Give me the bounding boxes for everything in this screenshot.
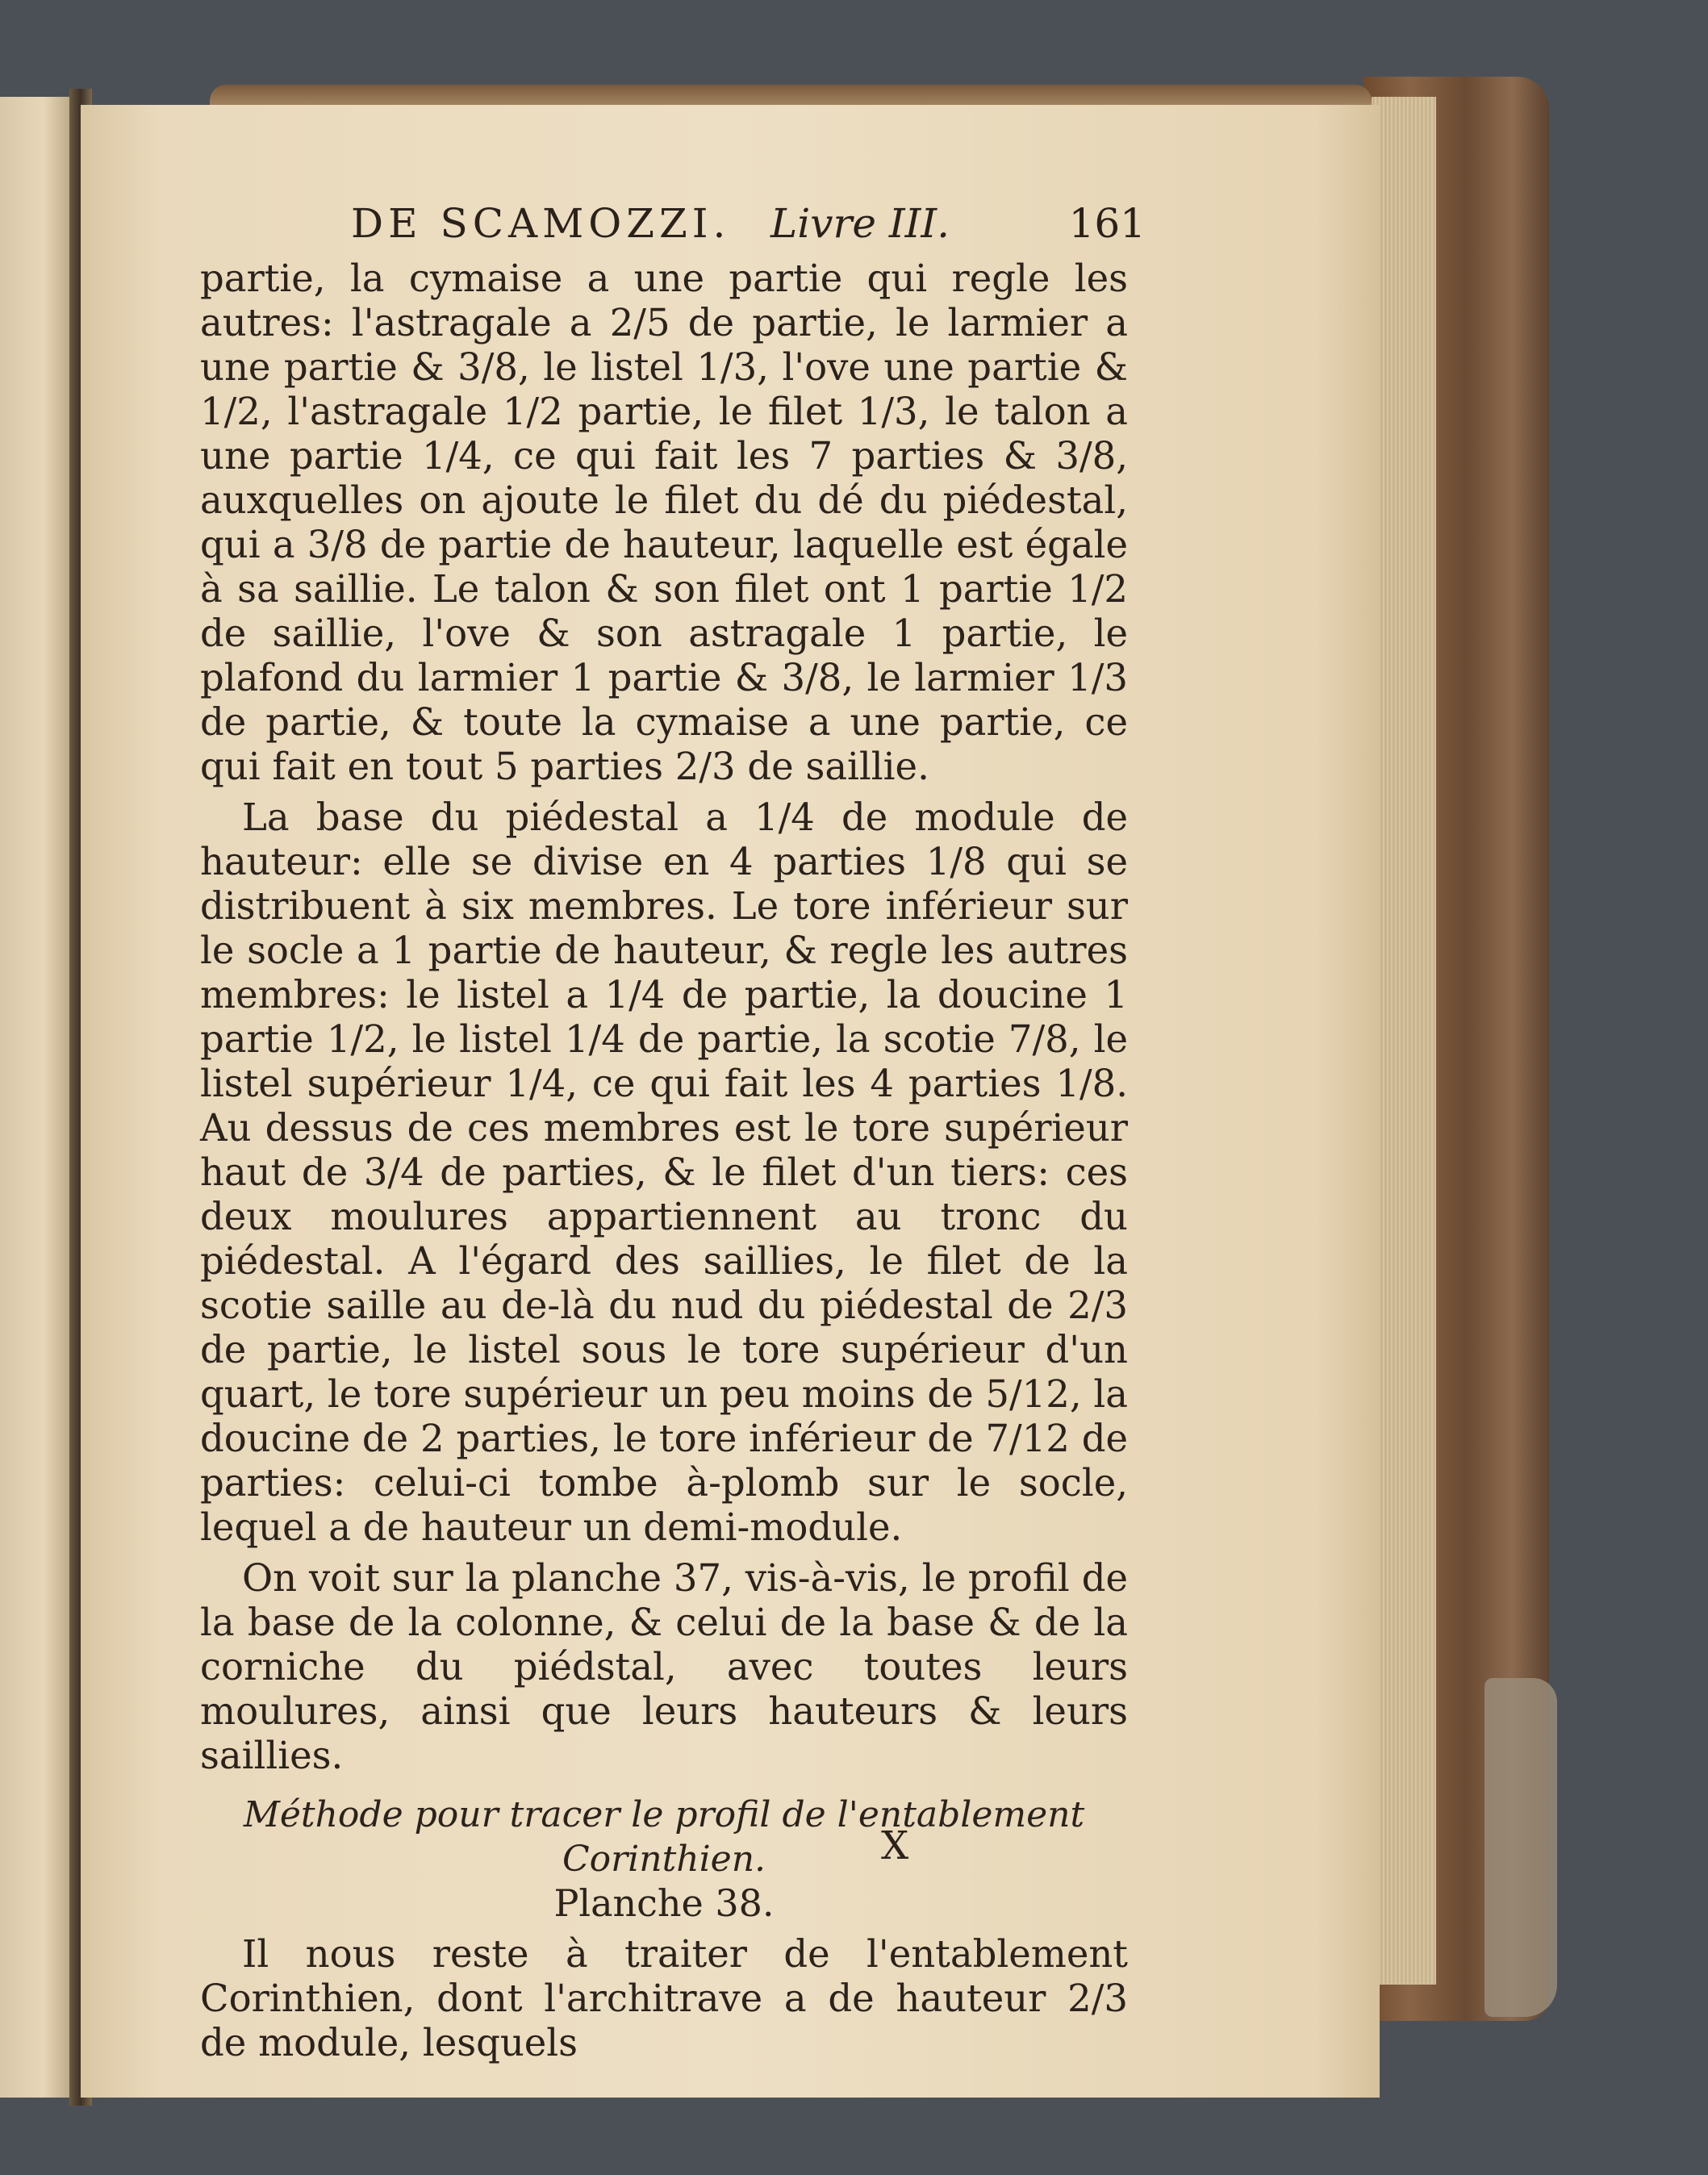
paragraph-2: La base du piédestal a 1/4 de module de hauteur: elle se divise en 4 parties 1/8 qui se distribuent à six membres. Le tore inférieur sur le socle a 1 partie de hauteur, & regle les autres membres: le listel a 1/4 de partie, la doucine 1 partie 1/2, le listel 1/4 de partie, la scotie 7/8, le listel supérieur 1/4, ce qui fait les 4 parties 1/8. Au dessus de ces membres est le tore supérieur haut de 3/4 de parties, & le filet d'un tiers: ces deux moulures appartiennent au tronc du piédestal. A l'égard des saillies, le filet de la scotie saille au de-là du nud du piédestal de 2/3 de partie, le listel sous le tore supérieur d'un quart, le tore supérieur un peu moins de 5/12, la doucine de 2 parties, le tore inférieur de 7/12 de parties: celui-ci tombe à-plomb sur le socle, lequel a de hauteur un demi-module. xyxy=(200,795,1128,1549)
running-head-author: DE SCAMOZZI. xyxy=(351,200,731,247)
page-number: 161 xyxy=(1068,200,1146,247)
plate-reference: Planche 38. xyxy=(553,1881,775,1925)
running-head-book: Livre III. xyxy=(770,200,950,247)
paragraph-3: On voit sur la planche 37, vis-à-vis, le profil de la base de la colonne, & celui de la base & de la corniche du piédstal, avec toutes leurs moulures, ainsi que leurs hauteurs & leurs saillies. xyxy=(200,1556,1128,1777)
signature-mark: X xyxy=(881,1823,911,1868)
paragraph-1: partie, la cymaise a une partie qui regle les autres: l'astragale a 2/5 de partie, le larmier a une partie & 3/8, le listel 1/3, l'ove une partie & 1/2, l'astragale 1/2 partie, le filet 1/3, le talon a une partie 1/4, ce qui fait les 7 parties & 3/8, auxquelles on ajoute le filet du dé du piédestal, qui a 3/8 de partie de hauteur, laquelle est égale à sa saillie. Le talon & son filet ont 1 partie 1/2 de saillie, l'ove & son astragale 1 partie, le plafond du larmier 1 partie & 3/8, le larmier 1/3 de partie, & toute la cymaise a une partie, ce qui fait en tout 5 parties 2/3 de saillie. xyxy=(200,257,1128,788)
paragraph-4: Il nous reste à traiter de l'entablement Corinthien, dont l'architrave a de hauteur 2/3 de module, lesquels xyxy=(200,1932,1128,2064)
page-fore-edge xyxy=(1372,97,1436,1985)
facing-page-edge xyxy=(0,97,73,2098)
page-body xyxy=(200,257,1128,2065)
running-head xyxy=(351,200,1146,257)
cover-wear-patch xyxy=(1485,1678,1557,2017)
section-heading: Méthode pour tracer le profil de l'entablement Corinthien. xyxy=(243,1794,1085,1880)
